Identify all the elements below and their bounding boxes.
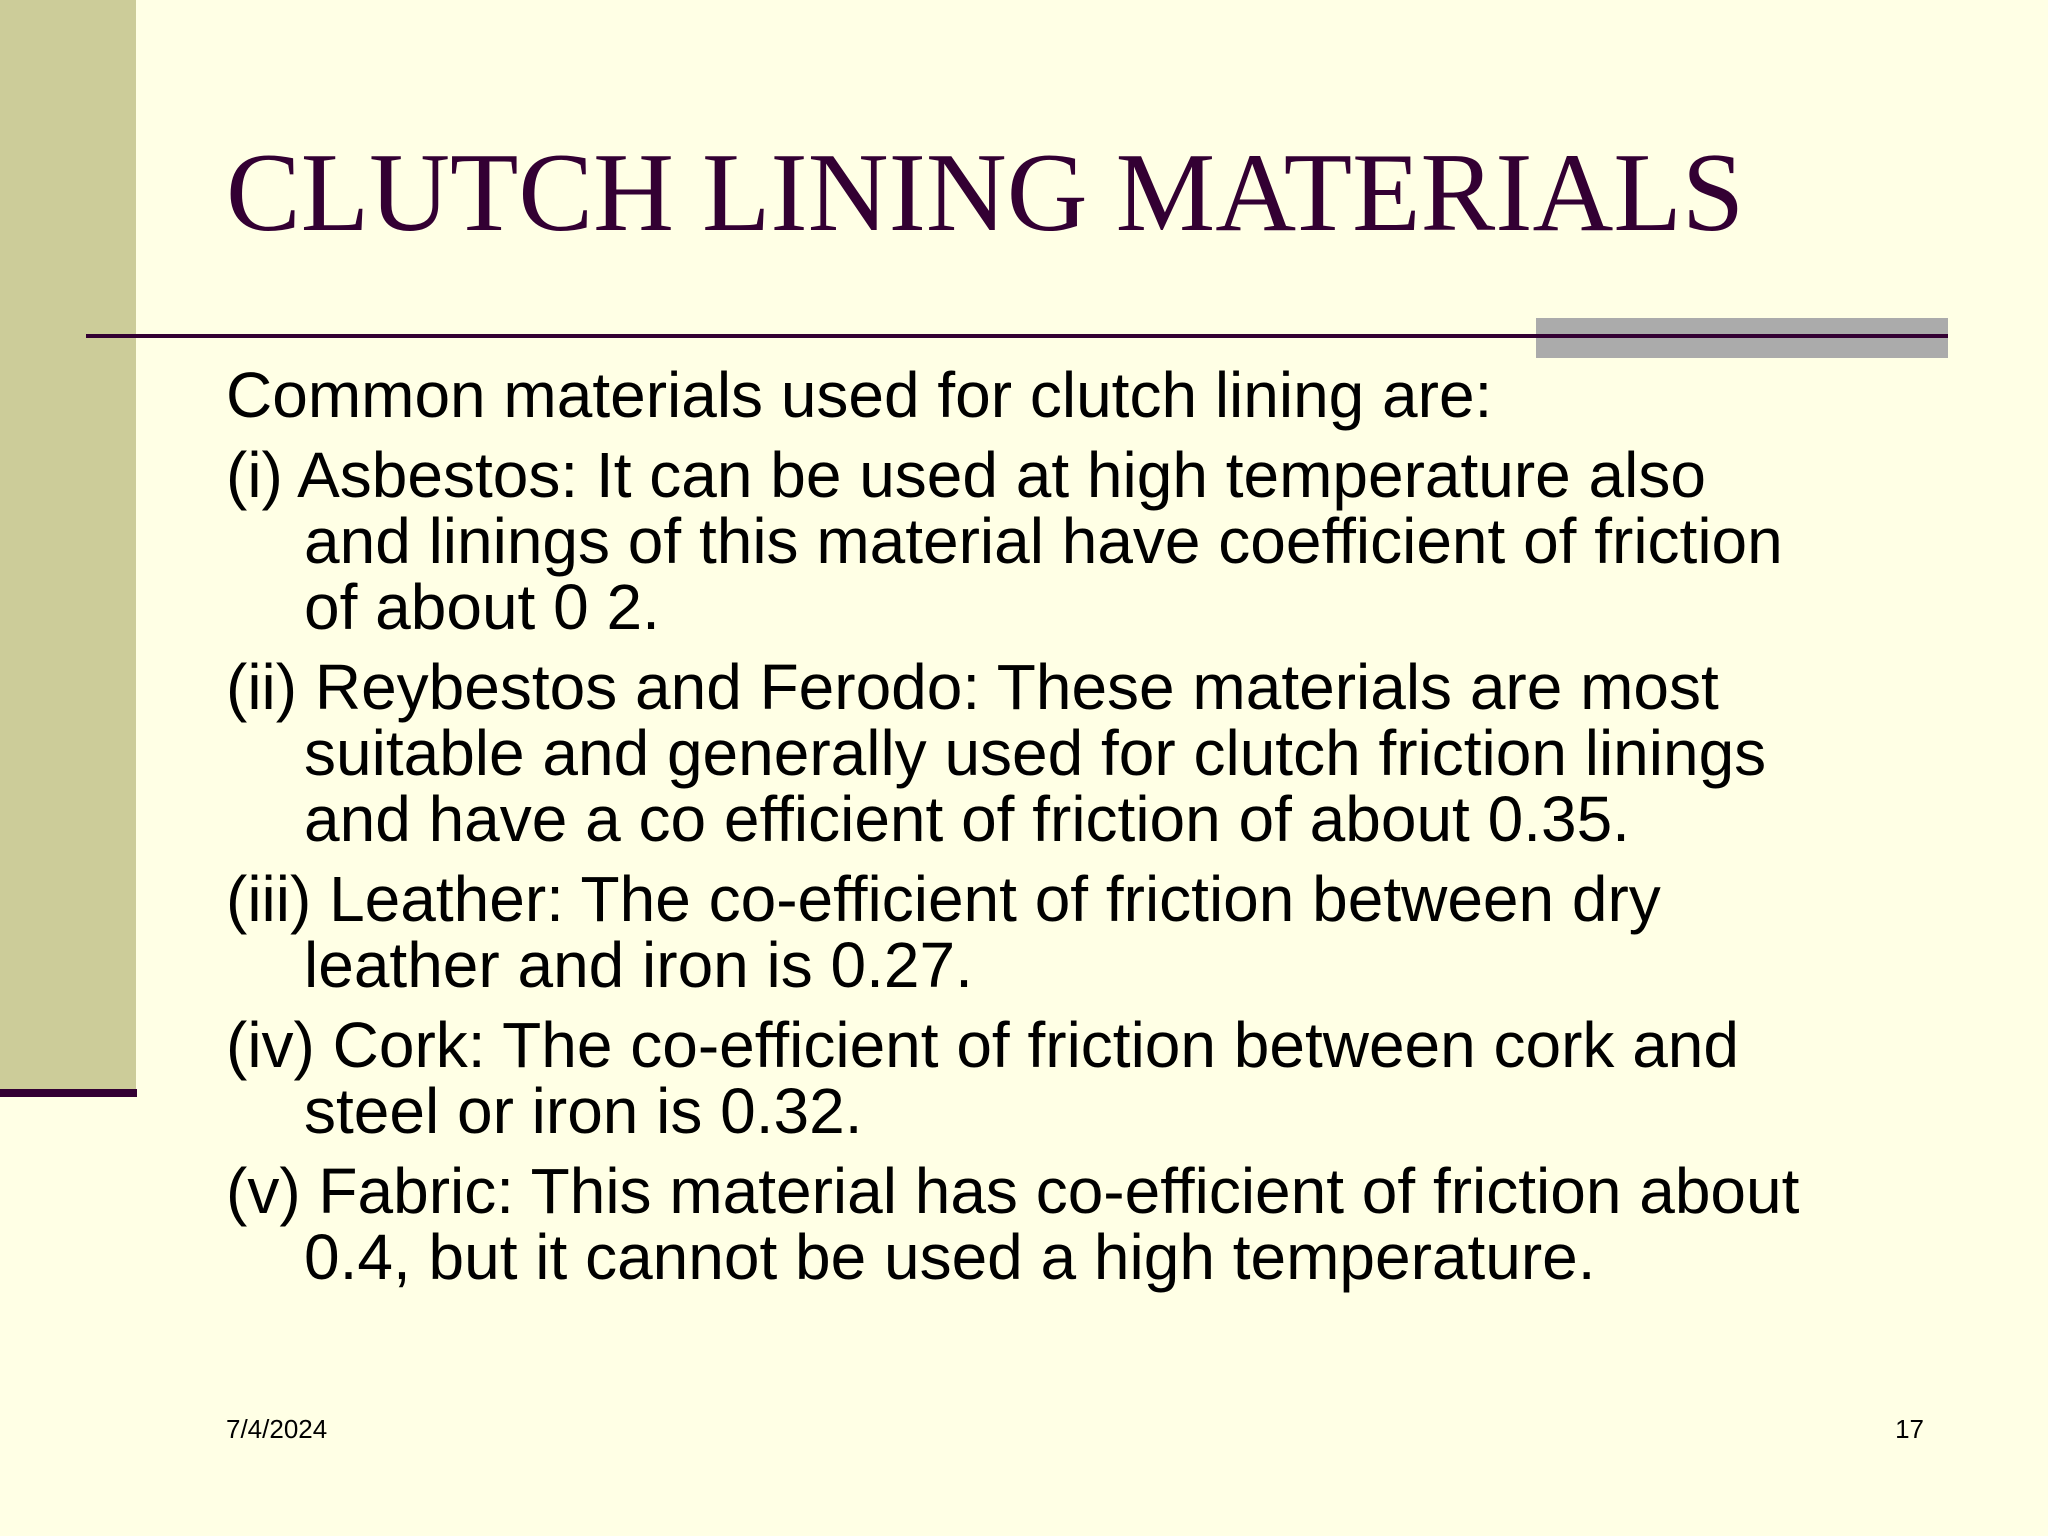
list-item-cork	[226, 1009, 1966, 1147]
list-item-asbestos	[226, 439, 1966, 643]
list-item-line: (v) Fabric: This material has co-efficient of friction about	[226, 1155, 1800, 1227]
list-item-line: of about 0 2.	[304, 571, 660, 643]
list-item-line: 0.4, but it cannot be used a high temperature.	[304, 1221, 1596, 1293]
list-item-line: suitable and generally used for clutch friction linings	[304, 717, 1767, 789]
title-divider-line-overlay	[1536, 334, 1948, 338]
list-item-fabric	[226, 1155, 1966, 1293]
list-item-leather	[226, 863, 1966, 1001]
title-divider-shadow	[1536, 318, 1948, 358]
list-item-line: and linings of this material have coefficient of friction	[304, 505, 1783, 577]
list-item-line: and have a co efficient of friction of about 0.35.	[304, 783, 1630, 855]
list-item-line: (i) Asbestos: It can be used at high temperature also	[226, 439, 1706, 511]
list-item-line: leather and iron is 0.27.	[304, 929, 973, 1001]
list-item-line: (ii) Reybestos and Ferodo: These materials are most	[226, 651, 1719, 723]
left-accent-bar	[0, 0, 136, 1090]
slide-title: CLUTCH LINING MATERIALS	[226, 131, 1745, 255]
footer-page-number: 17	[1895, 1414, 1924, 1444]
intro-text: Common materials used for clutch lining are:	[226, 359, 1493, 431]
left-accent-bar-underline	[0, 1089, 137, 1097]
list-item-line: (iv) Cork: The co-efficient of friction between cork and	[226, 1009, 1739, 1081]
slide-body	[226, 359, 1966, 1304]
list-item-line: (iii) Leather: The co-efficient of friction between dry	[226, 863, 1661, 935]
list-item-reybestos-ferodo	[226, 651, 1966, 855]
list-item-line: steel or iron is 0.32.	[304, 1075, 863, 1147]
footer-date: 7/4/2024	[226, 1414, 328, 1444]
